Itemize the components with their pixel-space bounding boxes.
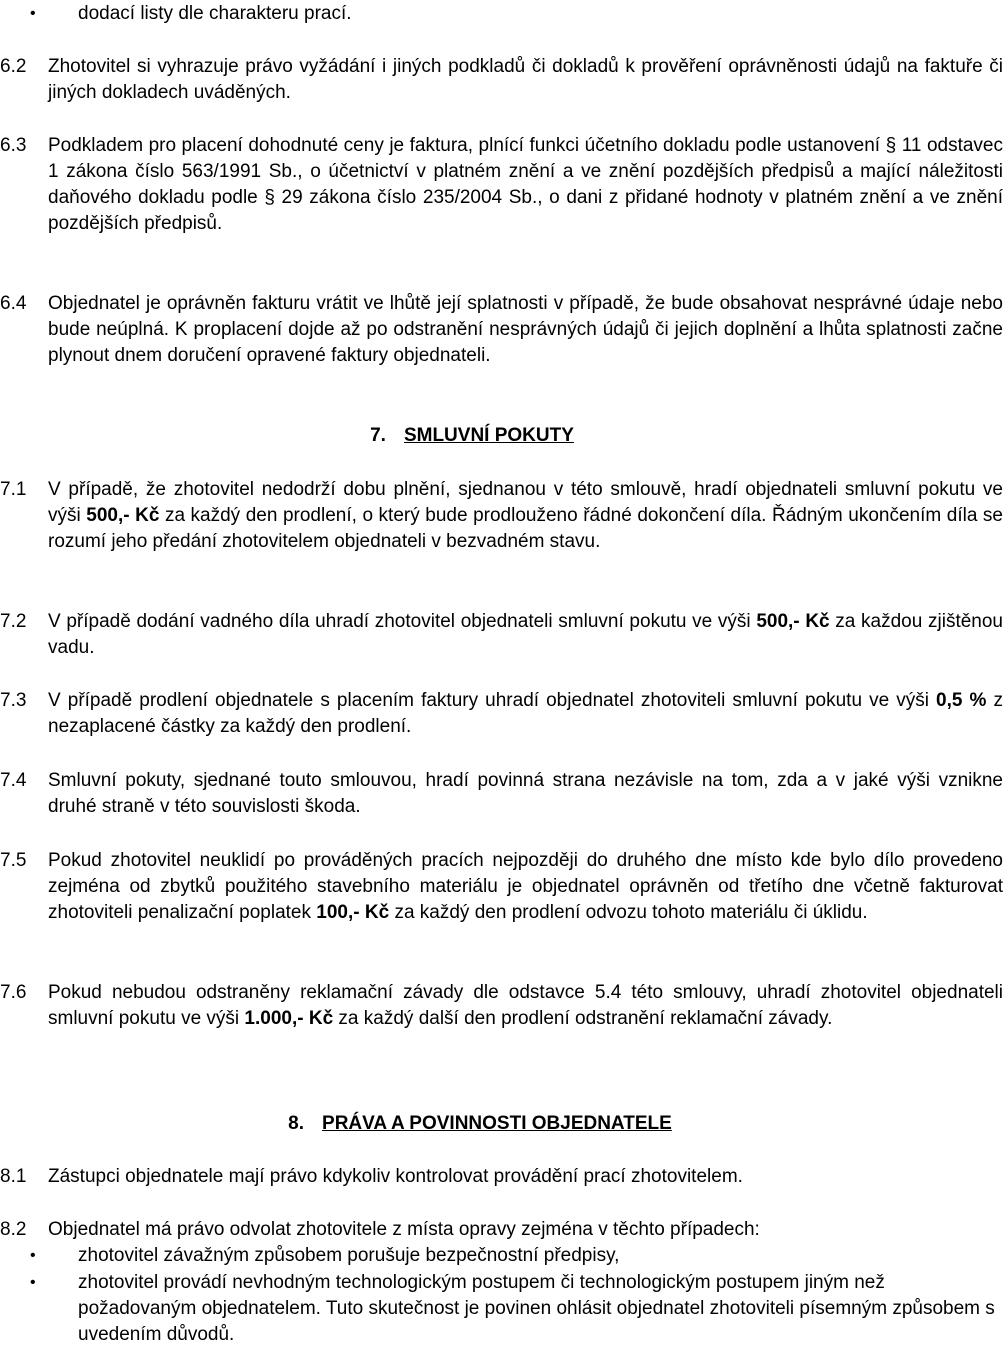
section-number: 7. <box>370 425 386 446</box>
paragraph-7-5 <box>0 848 1003 926</box>
penalty-amount: 100,- Kč <box>316 902 390 923</box>
paragraph-text: Objednatel má právo odvolat zhotovitele z místa opravy zejména v těchto případech: <box>48 1219 760 1240</box>
paragraph-7-2 <box>0 609 1003 661</box>
paragraph-text: za každou zjištěnou vadu. <box>48 611 1003 658</box>
paragraph-text: Zástupci objednatele mají právo kdykoliv kontrolovat provádění prací zhotovitelem. <box>48 1166 743 1187</box>
penalty-amount: 1.000,- Kč <box>244 1008 334 1029</box>
paragraph-6-2 <box>0 54 1003 106</box>
penalty-amount: 500,- Kč <box>86 505 160 526</box>
section-heading-7 <box>0 423 952 449</box>
paragraph-number: 8.2 <box>0 1219 27 1240</box>
bullet-icon: • <box>30 1247 36 1264</box>
paragraph-number: 7.4 <box>0 770 27 791</box>
paragraph-text: Pokud zhotovitel neuklidí po prováděných pracích nejpozději do druhého dne místo kde bylo dílo provedeno zejména od zbytků použitého stavebního materiálu je objednatel oprávněn od třetího dne včetně fakturovat zhotoviteli penalizační poplatek <box>48 850 1003 923</box>
paragraph-7-4 <box>0 768 1003 820</box>
paragraph-text: V případě, že zhotovitel nedodrží dobu plnění, sjednanou v této smlouvě, hradí objednateli smluvní pokutu ve výši <box>48 479 1003 526</box>
paragraph-7-1 <box>0 477 1003 555</box>
paragraph-number: 7.5 <box>0 850 27 871</box>
section-title: PRÁVA A POVINNOSTI OBJEDNATELE <box>322 1113 672 1134</box>
paragraph-7-3 <box>0 688 1003 740</box>
list-item <box>30 1 1003 27</box>
penalty-amount: 0,5 % <box>936 690 987 711</box>
paragraph-number: 8.1 <box>0 1166 27 1187</box>
paragraph-text: z nezaplacené částky za každý den prodlení. <box>48 690 1003 737</box>
paragraph-text: Podkladem pro placení dohodnuté ceny je faktura, plnící funkci účetního dokladu podle ustanovení § 11 odstavec 1 zákona číslo 563/1991 Sb., o účetnictví v platném znění a ve znění pozdějších předpisů a mající náležitosti daňového dokladu podle § 29 zákona číslo 235/2004 Sb., o dani z přidané hodnoty v platném znění a ve znění pozdějších předpisů. <box>48 135 1003 234</box>
list-item <box>30 1270 1003 1348</box>
paragraph-6-4 <box>0 291 1003 369</box>
bullet-icon: • <box>30 1274 36 1291</box>
bullet-icon: • <box>30 5 36 22</box>
paragraph-number: 7.6 <box>0 982 27 1003</box>
list-item <box>30 1243 1003 1269</box>
section-title: SMLUVNÍ POKUTY <box>403 425 574 446</box>
paragraph-text: Zhotovitel si vyhrazuje právo vyžádání i jiných podkladů či dokladů k prověření oprávněnosti údajů na faktuře či jiných dokladech uváděných. <box>48 56 1003 103</box>
paragraph-number: 6.4 <box>0 293 27 314</box>
paragraph-number: 6.2 <box>0 56 27 77</box>
paragraph-6-3 <box>0 133 1003 237</box>
section-number: 8. <box>288 1113 305 1134</box>
paragraph-number: 7.3 <box>0 690 27 711</box>
paragraph-text: za každý den prodlení, o který bude prodlouženo řádné dokončení díla. Řádným ukončením díla se rozumí jeho předání zhotovitelem objednateli v bezvadném stavu. <box>48 505 1003 552</box>
paragraph-text: V případě prodlení objednatele s placením faktury uhradí objednatel zhotoviteli smluvní pokutu ve výši <box>48 690 937 711</box>
paragraph-text: Pokud nebudou odstraněny reklamační závady dle odstavce 5.4 této smlouvy, uhradí zhotovitel objednateli smluvní pokutu ve výši <box>48 982 1003 1029</box>
paragraph-number: 7.2 <box>0 611 27 632</box>
paragraph-8-2 <box>0 1217 1003 1243</box>
section-heading-8 <box>0 1111 960 1137</box>
list-item-text: zhotovitel provádí nevhodným technologickým postupem či technologickým postupem jiným než požadovaným objednatelem. Tuto skutečnost je povinen ohlásit objednatel zhotoviteli písemným způsobem s uvedením důvodů. <box>78 1272 995 1345</box>
paragraph-text: za každý další den prodlení odstranění reklamační závady. <box>333 1008 833 1029</box>
paragraph-7-6 <box>0 980 1003 1032</box>
paragraph-text: za každý den prodlení odvozu tohoto materiálu či úklidu. <box>389 902 868 923</box>
paragraph-text: Smluvní pokuty, sjednané touto smlouvou, hradí povinná strana nezávisle na tom, zda a v jaké výši vznikne druhé straně v této souvislosti škoda. <box>48 770 1003 817</box>
paragraph-text: Objednatel je oprávněn fakturu vrátit ve lhůtě její splatnosti v případě, že bude obsahovat nesprávné údaje nebo bude neúplná. K proplacení dojde až po odstranění nesprávných údajů či jejich doplnění a lhůta splatnosti začne plynout dnem doručení opravené faktury objednateli. <box>48 293 1003 366</box>
paragraph-8-1 <box>0 1164 1003 1190</box>
penalty-amount: 500,- Kč <box>756 611 830 632</box>
paragraph-number: 7.1 <box>0 479 27 500</box>
paragraph-number: 6.3 <box>0 135 27 156</box>
list-item-text: dodací listy dle charakteru prací. <box>78 3 352 24</box>
paragraph-text: V případě dodání vadného díla uhradí zhotovitel objednateli smluvní pokutu ve výši <box>48 611 757 632</box>
list-item-text: zhotovitel závažným způsobem porušuje bezpečnostní předpisy, <box>78 1245 620 1266</box>
